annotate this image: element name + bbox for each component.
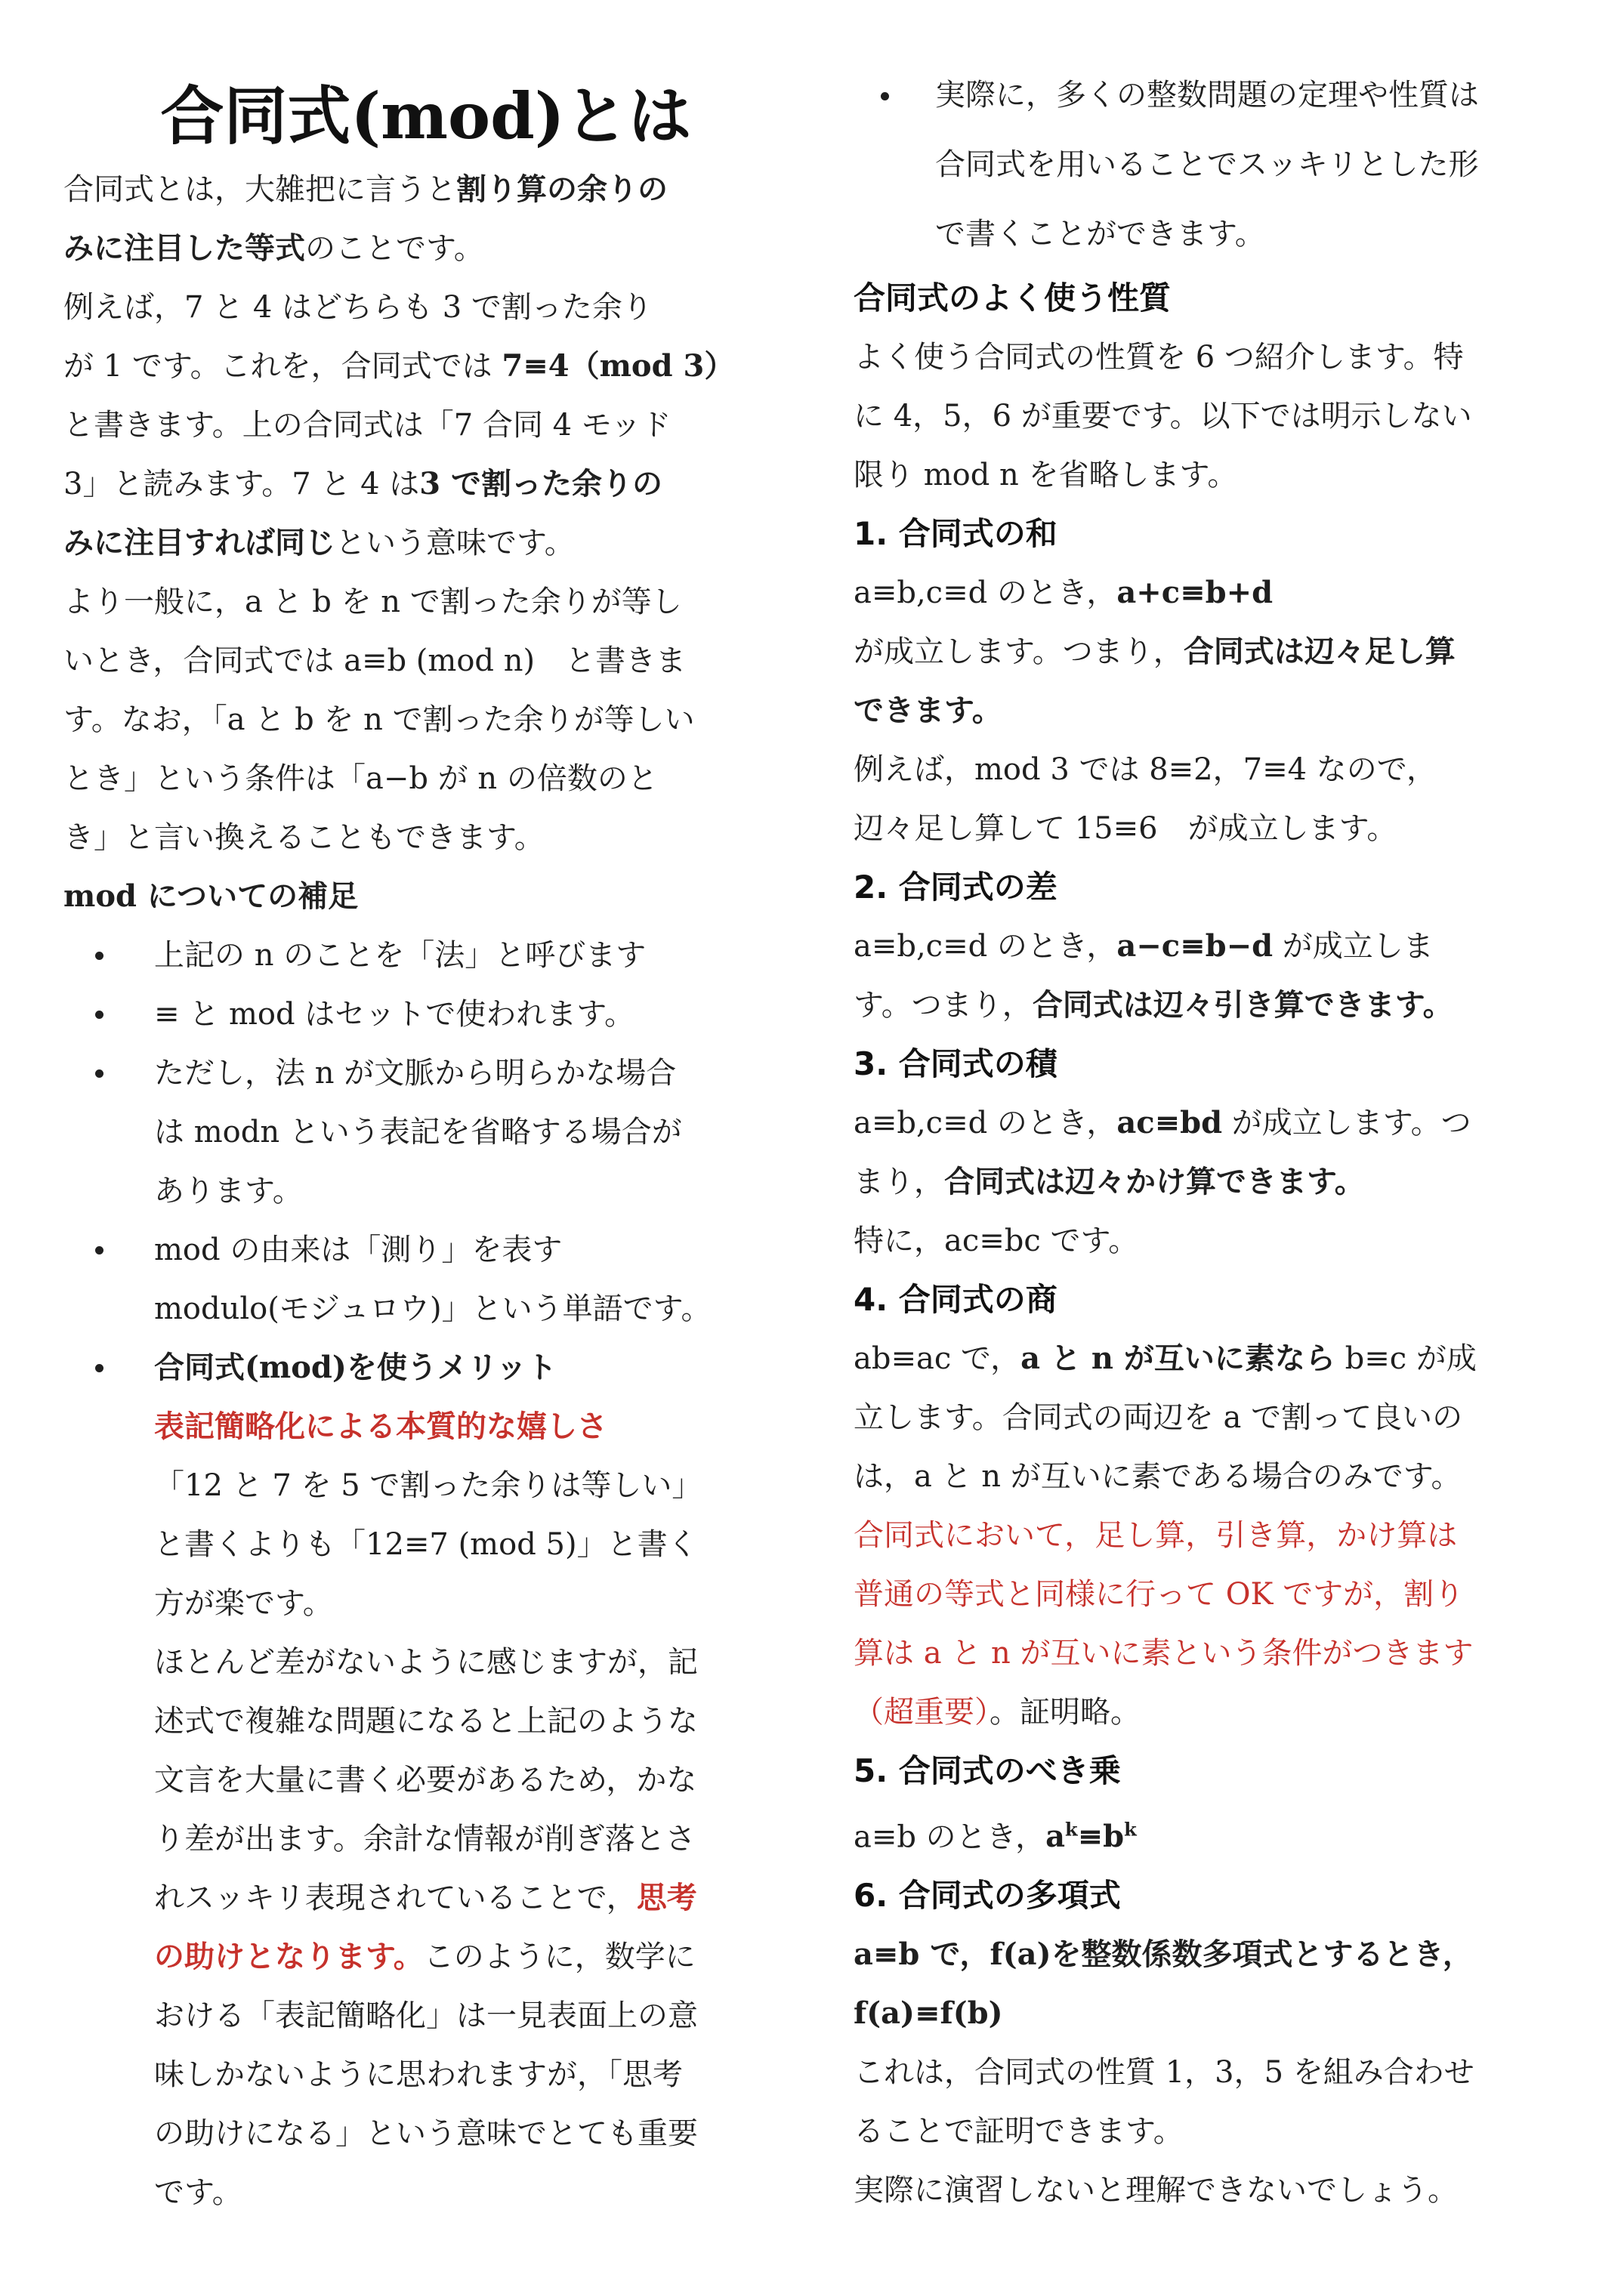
example-paragraph — [63, 278, 789, 572]
section-heading-difference: 2. 合同式の差 — [854, 869, 1057, 906]
section-heading-polynomial: 6. 合同式の多項式 — [854, 1877, 1121, 1915]
left-column — [63, 0, 789, 2222]
list-item: mod の由来は「測り」を表す modulo(モジュロウ)」という単語です。 — [63, 1221, 789, 1338]
general-line: とき」という条件は「a−b が n の倍数のと — [63, 761, 658, 796]
section-heading-sum: 1. 合同式の和 — [854, 515, 1057, 552]
merit-red-text: の助けとなります。 — [154, 1939, 424, 1974]
right-column: 実際に，多くの整数問題の定理や性質は 合同式を用いることでスッキリとした形 で書くことができます。 合同式のよく使う性質 よく使う合同式の性質を 6 つ紹介します。特 に 4，5，6 が重要です。以下では明示しない 限り mod n を省略します。 1. 合同式の和 a≡b,c≡d のとき，a+c≡b+d が成立します。つまり，合同式は辺々足し算 できます。 例えば，mod 3 では 8≡2，7≡4 なので， 辺々足し算して 15≡6 が成立します。 2. 合同式の差 a≡b,c≡d のとき，a−c≡b−d が成立しま す。つまり，合同式は辺々引き算できます。 3. 合同式の積 a≡b,c≡d のとき，ac≡bd が成立します。つ まり，合同式は辺々かけ算できます。 特に，ac≡bc です。 4. 合同式の商 ab≡ac で，a と n が互いに素なら b≡c が成 立します。合同式の両辺を a で割って良いの は，a と n が互いに素である場合のみです。 合同式において，足し算，引き算，かけ算は 普通の等式と同様に行って OK ですが，割り 算は a と n が互いに素という条件がつきます （超重要）。証明略。 5. 合同式のべき乗 a≡b のとき，$a^k\equiv b^k$ 6. 合同式の多項式 a≡b で，f(a)を整数係数多項式とするとき， f(a)≡f(b) これは，合同式の性質 1，3，5 を組み合わせ ることで証明できます。 実際に演習しないと理解できないでしょう。 — [854, 0, 1579, 2220]
product-formula: ac≡bd — [1116, 1105, 1223, 1140]
example-text-end: という意味です。 — [335, 526, 575, 560]
example-emphasis: 3 で割った余りの — [419, 466, 663, 501]
quotient-condition: a と n が互いに素なら — [1020, 1341, 1335, 1376]
section-heading-quotient: 4. 合同式の商 — [854, 1281, 1057, 1318]
merit-heading: 合同式(mod)を使うメリット — [154, 1350, 557, 1385]
example-line: 例えば，7 と 4 はどちらも 3 で割った余り — [63, 290, 653, 325]
section-heading-power: 5. 合同式のべき乗 — [854, 1752, 1121, 1789]
polynomial-formula: f(a)≡f(b) — [854, 1995, 1003, 2032]
power-formula: $a^k\equiv b^k$ — [1045, 1819, 1137, 1855]
intro-paragraph — [63, 160, 789, 278]
bullet-icon — [881, 92, 889, 100]
example-line: と書きます。上の合同式は「7 合同 4 モッド — [63, 408, 672, 443]
bullet-icon — [95, 1011, 103, 1019]
list-item: 実際に，多くの整数問題の定理や性質は 合同式を用いることでスッキリとした形 で書くことができます。 — [854, 60, 1579, 269]
bullet-icon — [95, 952, 103, 960]
section-heading-product: 3. 合同式の積 — [854, 1045, 1057, 1082]
example-congruence: 7≡4（mod 3） — [502, 348, 735, 384]
quotient-warning: 算は a と n が互いに素という条件がつきます — [854, 1636, 1474, 1671]
general-line: より一般に，a と b を n で割った余りが等し — [63, 585, 682, 619]
general-paragraph — [63, 572, 789, 867]
list-item: ≡ と mod はセットで使われます。 — [63, 985, 789, 1044]
general-line: き」と言い換えることもできます。 — [63, 820, 545, 855]
difference-formula: a−c≡b−d — [1116, 928, 1274, 964]
list-item-merit: 合同式(mod)を使うメリット 表記簡略化による本質的な嬉しさ 「12 と 7 を 5 で割った余りは等しい」 と書くよりも「12≡7 (mod 5)」と書く 方が楽です。 ほとんど差がないように感じますが，記 述式で複雑な問題になると上記のような 文言を大量に書く必要があるため，かな り差が出ます。余計な情報が削ぎ落とさ れスッキリ表現されていることで，思考 の助けとなります。このように，数学に おける「表記簡略化」は一見表面上の意 味しかないように思われますが，「思考 の助けになる」という意味でとても重要 です。 — [63, 1338, 789, 2222]
merit-red-text: 思考 — [636, 1880, 697, 1915]
bullet-icon — [95, 1246, 103, 1255]
intro-text: 合同式とは，大雑把に言うと — [63, 172, 456, 207]
merit-highlight: 表記簡略化による本質的な嬉しさ — [154, 1409, 607, 1444]
list-item: 上記の n のことを「法」と呼びます — [63, 926, 789, 985]
intro-emphasis-cont: みに注目した等式 — [63, 230, 305, 266]
bullet-icon — [95, 1364, 103, 1372]
list-item: ただし，法 n が文脈から明らかな場合 は modn という表記を省略する場合が あります。 — [63, 1044, 789, 1221]
intro-text-end: のことです。 — [305, 231, 484, 266]
quotient-warning: 普通の等式と同様に行って OK ですが，割り — [854, 1577, 1465, 1612]
intro-emphasis: 割り算の余りの — [456, 171, 668, 207]
bullet-icon — [95, 1069, 103, 1078]
polynomial-statement: a≡b で，f(a)を整数係数多項式とするとき， — [854, 1937, 1473, 1973]
example-text: 3」と読みます。7 と 4 は — [63, 467, 420, 501]
example-text: が 1 です。これを，合同式では — [63, 349, 502, 384]
properties-heading: 合同式のよく使う性質 — [854, 279, 1172, 316]
general-line: す。なお，「a と b を n で割った余りが等しい — [63, 702, 695, 737]
top-notes-list — [854, 60, 1579, 269]
general-line: いとき，合同式では a≡b (mod n) と書きま — [63, 643, 687, 678]
mod-heading: mod についての補足 — [63, 878, 359, 914]
quotient-warning: 合同式において，足し算，引き算，かけ算は — [854, 1518, 1458, 1553]
page-title: 合同式(mod)とは — [160, 79, 692, 153]
mod-notes-list — [63, 926, 789, 2222]
quotient-important: （超重要） — [854, 1695, 990, 1730]
sum-formula: a+c≡b+d — [1116, 575, 1274, 610]
example-emphasis-cont: みに注目すれば同じ — [63, 525, 335, 560]
